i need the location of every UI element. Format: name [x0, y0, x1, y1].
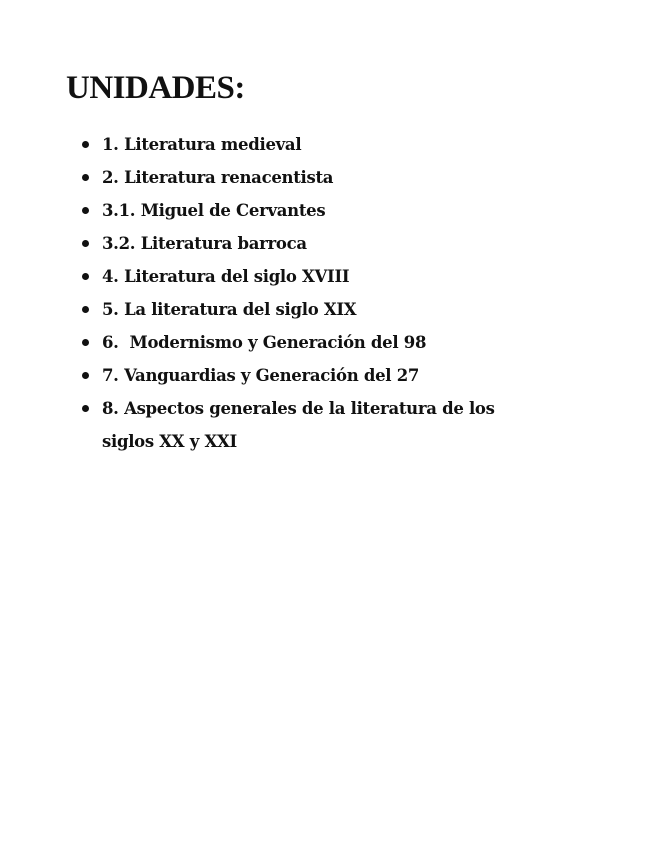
- bullet-icon: [82, 372, 89, 379]
- bullet-icon: [82, 339, 89, 346]
- list-item: [80, 326, 540, 359]
- list-item-text: 5. La literatura del siglo XIX: [102, 300, 357, 319]
- units-list: [80, 128, 540, 458]
- list-item-text: 7. Vanguardias y Generación del 27: [102, 366, 420, 385]
- list-item: [80, 194, 540, 227]
- list-item-text: 3.1. Miguel de Cervantes: [102, 201, 326, 220]
- list-item-text: 8. Aspectos generales de la literatura de los siglos XX y XXI: [102, 399, 495, 451]
- list-item-text: 6. Modernismo y Generación del 98: [102, 333, 427, 352]
- list-item: [80, 227, 540, 260]
- list-item: [80, 392, 540, 458]
- bullet-icon: [82, 273, 89, 280]
- bullet-icon: [82, 405, 89, 412]
- list-item: [80, 359, 540, 392]
- page-title: UNIDADES:: [66, 70, 245, 106]
- list-item-text: 2. Literatura renacentista: [102, 168, 334, 187]
- list-item-text: 4. Literatura del siglo XVIII: [102, 267, 350, 286]
- bullet-icon: [82, 306, 89, 313]
- bullet-icon: [82, 141, 89, 148]
- bullet-icon: [82, 207, 89, 214]
- list-item-text: 1. Literatura medieval: [102, 135, 302, 154]
- bullet-icon: [82, 174, 89, 181]
- list-item: [80, 161, 540, 194]
- list-item: [80, 293, 540, 326]
- list-item-text: 3.2. Literatura barroca: [102, 234, 307, 253]
- bullet-icon: [82, 240, 89, 247]
- list-item: [80, 128, 540, 161]
- list-item: [80, 260, 540, 293]
